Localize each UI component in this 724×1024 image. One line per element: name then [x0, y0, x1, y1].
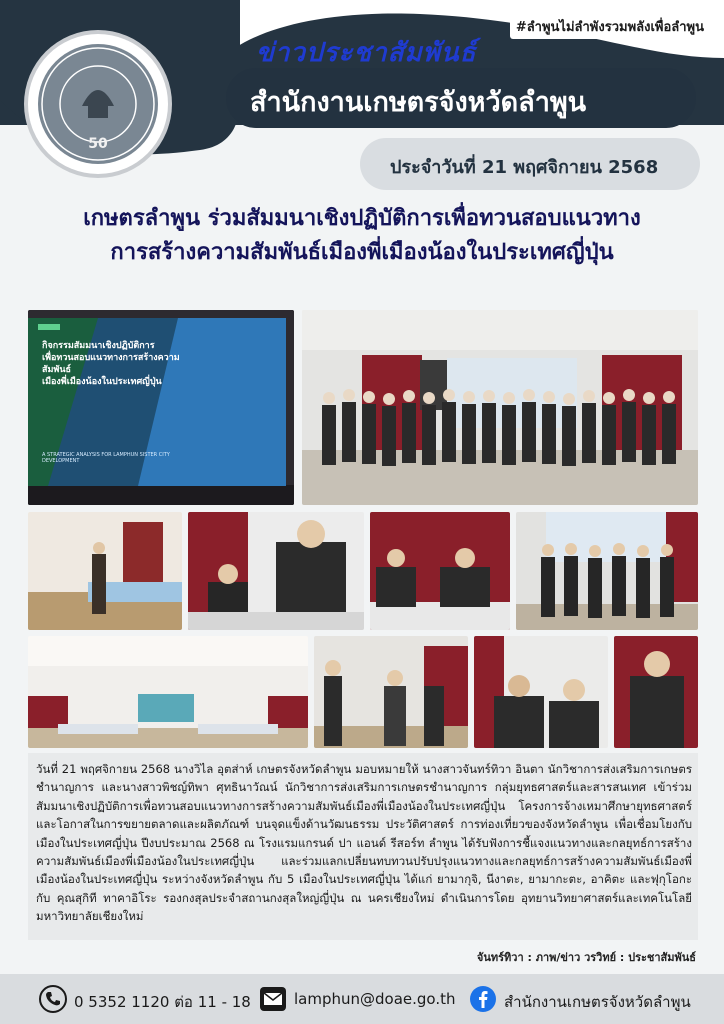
date-text: ประจำวันที่ 21 พฤศจิกายน 2568 [390, 157, 659, 178]
footer-email[interactable]: lamphun@doae.go.th [294, 990, 456, 1008]
photo-group [302, 310, 698, 505]
headline [0, 202, 724, 270]
photo-woman-speaking [188, 512, 364, 630]
logo-anniversary: 50 [88, 136, 108, 152]
slide-subtitle: A STRATEGIC ANALYSIS FOR LAMPHUN SISTER CITY DEVELOPMENT [42, 452, 170, 464]
photo-presenter-mic [614, 636, 698, 748]
photo-speaker-room [28, 512, 182, 630]
footer-phone[interactable]: 0 5352 1120 ต่อ 11 - 18 [74, 993, 251, 1011]
phone-icon [38, 984, 68, 1014]
news-label: ข่าวประชาสัมพันธ์ [256, 38, 477, 68]
slide-title-1: กิจกรรมสัมมนาเชิงปฏิบัติการ [42, 341, 155, 351]
body-paragraph: วันที่ 21 พฤศจิกายน 2568 นางวิไล อุตส่าห์ เกษตรจังหวัดลำพูน มอบหมายให้ นางสาวจันทร์ทิวา อินตา นักวิชาการส่งเสริมการเกษตรชำนาญการ และนางสาวพิชญ์ทิพา ศุทธินาวัณน์ นักวิชาการส่งเสริมการเกษตรชำนาญการ กลุ่มยุทธศาสตร์และสารสนเทศ เข้าร่วมสัมมนาเชิงปฏิบัติการเพื่อทวนสอบแนวทางการสร้างความสัมพันธ์เมืองพี่เมืองน้องในประเทศญี่ปุ่น โครงการจ้างเหมาศึกษายุทธศาสตร์และโอกาสในการขยายตลาดและผลิตภัณฑ์ บนจุดแข็งด้านวัฒนธรรม ประวัติศาสตร์ การท่องเที่ยวของจังหวัดลำพูน เพื่อเชื่อมโยงกับเมืองในประเทศญี่ปุ่น ปีงบประมาณ 2568 ณ โรงแรมแกรนด์ ปา แอนด์ รีสอร์ท ลำพูน ได้รับฟังการชี้แจงแนวทางและกลยุทธ์การสร้างความสัมพันธ์เมืองพี่เมืองน้องในประเทศญี่ปุ่น และร่วมแลกเปลี่ยนทบทวนปรับปรุงแนวทางและกลยุทธ์การสร้างความสัมพันธ์เมืองพี่เมืองน้องในประเทศญี่ปุ่น ระหว่างจังหวัดลำพูน กับ 5 เมืองในประเทศญี่ปุ่น ได้แก่ ยามากุจิ, นีงาตะ, ยามากะตะ, อาคิตะ และฟุกุโอกะ กับ คุณสุกิที ทาคาอิโระ รองกงสุลประจำสถานกงสุลใหญ่ญี่ปุ่น ณ นครเชียงใหม่ ดำเนินการโดย อุทยานวิทยาศาสตร์และเทคโนโลยี มหาวิทยาลัยเชียงใหม่ [36, 762, 692, 924]
office-name: สำนักงานเกษตรจังหวัดลำพูน [250, 87, 587, 118]
photo-small-group [516, 512, 698, 630]
footer-facebook[interactable]: สำนักงานเกษตรจังหวัดลำพูน [504, 993, 691, 1011]
logo-ring [38, 44, 158, 164]
slide-title-2: เพื่อทวนสอบแนวทางการสร้างความสัมพันธ์ [42, 353, 180, 375]
facebook-icon [468, 984, 498, 1014]
department-logo [28, 34, 168, 174]
photo-discussion [314, 636, 468, 748]
photo-presentation-slide [28, 310, 294, 505]
photo-panel-table [370, 512, 510, 630]
headline-line-1: เกษตรลำพูน ร่วมสัมมนาเชิงปฏิบัติการเพื่อทวนสอบแนวทาง [83, 206, 641, 231]
mail-icon [258, 984, 288, 1014]
headline-line-2: การสร้างความสัมพันธ์เมืองพี่เมืองน้องในประเทศญี่ปุ่น [110, 240, 614, 265]
hashtag-label: #ลำพูนไม่ลำพังรวมพลังเพื่อลำพูน [510, 14, 710, 39]
page-header [0, 0, 724, 200]
photo-attendees [474, 636, 608, 748]
slide-title-3: เมืองพี่เมืองน้องในประเทศญี่ปุ่น [42, 377, 162, 387]
photo-credit: จันทร์ทิวา : ภาพ/ข่าว วรวิทย์ : ประชาสัมพันธ์ [476, 951, 696, 964]
slide-title [42, 340, 192, 388]
photo-meeting-hall [28, 636, 308, 748]
